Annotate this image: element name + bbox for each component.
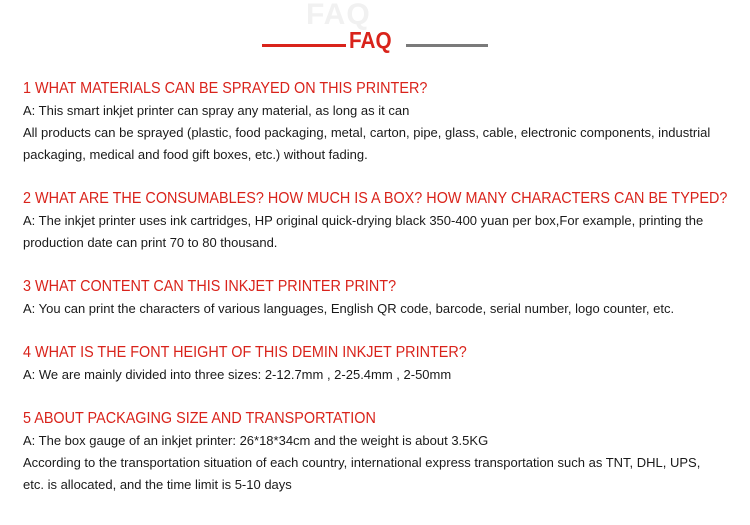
faq-answer-line: According to the transportation situation of each country, international express transportation such as TNT, DHL, UPS, — [23, 455, 701, 470]
header-rule-right — [406, 44, 488, 47]
faq-question: 5 ABOUT PACKAGING SIZE AND TRANSPORTATION — [23, 410, 376, 427]
header-rule-left — [262, 44, 346, 47]
faq-answer-line: A: You can print the characters of various languages, English QR code, barcode, serial number, logo counter, etc. — [23, 301, 675, 316]
faq-answer-line: A: The inkjet printer uses ink cartridges, HP original quick-drying black 350-400 yuan per box,For example, printing the — [23, 213, 704, 228]
faq-answer-line: A: We are mainly divided into three sizes: 2-12.7mm , 2-25.4mm , 2-50mm — [23, 367, 452, 382]
faq-question: 3 WHAT CONTENT CAN THIS INKJET PRINTER PRINT? — [23, 278, 397, 295]
faq-item-4 — [23, 342, 516, 386]
page-title: FAQ — [349, 27, 392, 53]
faq-answer-line: A: The box gauge of an inkjet printer: 26*18*34cm and the weight is about 3.5KG — [23, 433, 489, 448]
faq-answer-line: etc. is allocated, and the time limit is 5-10 days — [23, 477, 292, 492]
faq-answer-line: A: This smart inkjet printer can spray any material, as long as it can — [23, 103, 410, 118]
faq-question: 2 WHAT ARE THE CONSUMABLES? HOW MUCH IS A BOX? HOW MANY CHARACTERS CAN BE TYPED? — [23, 190, 728, 207]
faq-item-1 — [23, 78, 710, 166]
faq-answer-line: All products can be sprayed (plastic, food packaging, metal, carton, pipe, glass, cable, electronic components, industrial — [23, 125, 711, 140]
faq-answer-line: packaging, medical and food gift boxes, etc.) without fading. — [23, 147, 368, 162]
faq-item-5 — [23, 408, 700, 496]
faq-item-3 — [23, 276, 674, 320]
faq-question: 1 WHAT MATERIALS CAN BE SPRAYED ON THIS PRINTER? — [23, 80, 428, 97]
faq-question: 4 WHAT IS THE FONT HEIGHT OF THIS DEMIN INKJET PRINTER? — [23, 344, 467, 361]
faq-item-2 — [23, 188, 750, 254]
faq-answer-line: production date can print 70 to 80 thousand. — [23, 235, 278, 250]
faq-watermark: FAQ — [306, 0, 371, 31]
faq-header — [0, 0, 750, 60]
